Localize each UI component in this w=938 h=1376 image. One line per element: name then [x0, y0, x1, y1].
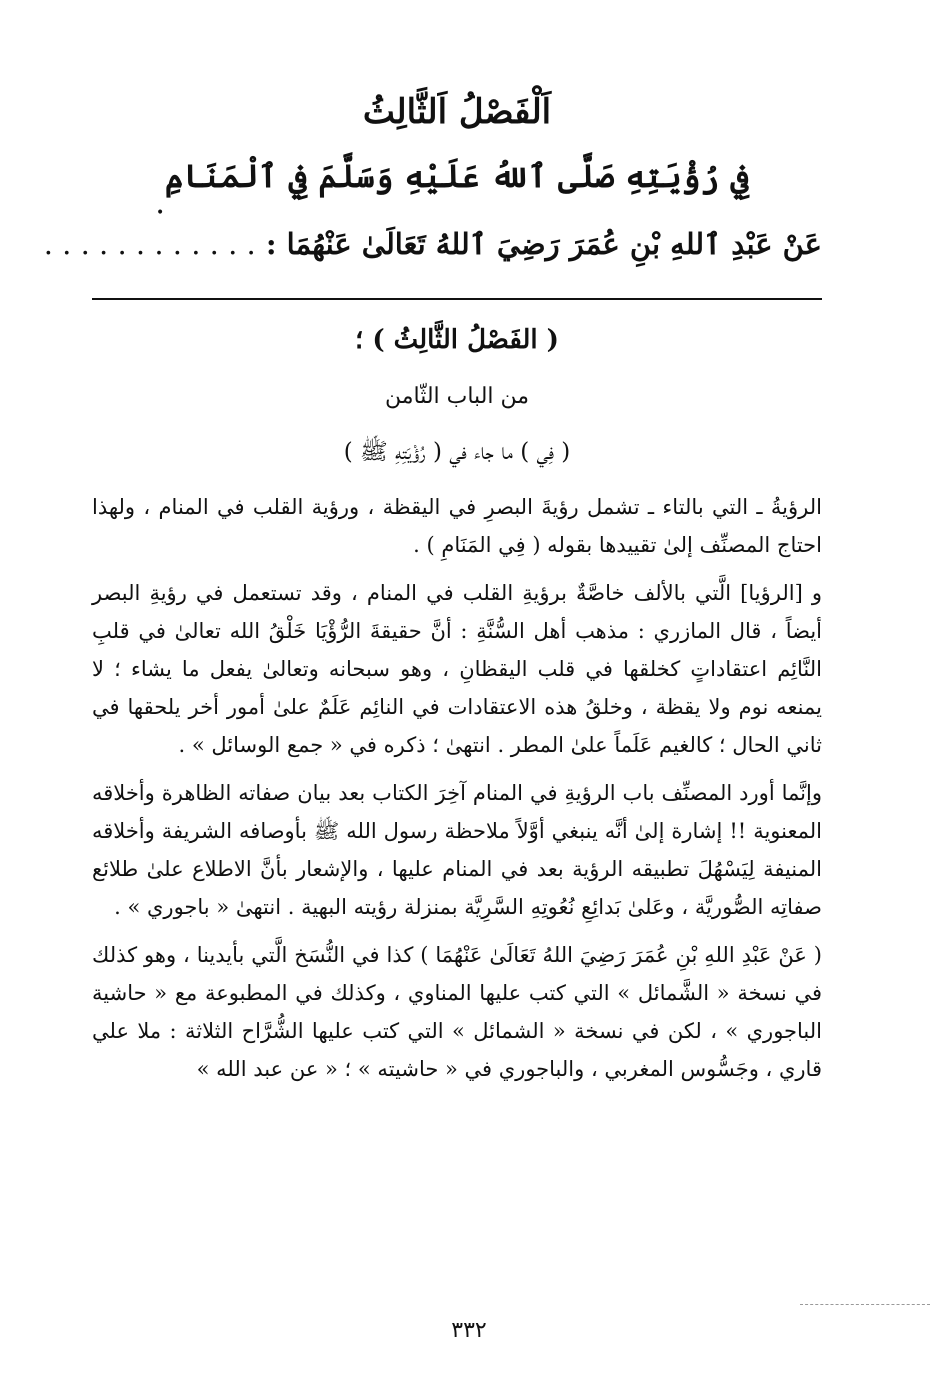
commentary-paragraph-3: وإنَّما أورد المصنِّف باب الرؤيةِ في المنام آخِرَ الكتاب بعد بيان صفاته الظاهرة وأخلاقه المعنوية !! إشارة إلىٰ أنَّه ينبغي أوَّلاً ملاحظة رسول الله ﷺ بأوصافه الشريفة وأخلاقه المنيفة لِيَسْهُلَ تطبيقه الرؤية بعد في المنام عليها ، والإشعار بأنَّ الاطلاع علىٰ طلائع صفاتِه الصُّوريَّة ، وعَلىٰ بَدائِعِ نُعُوتِهِ السَّرِيَّة بمنزلة رؤيته البهية . انتهىٰ « باجوري » .: [92, 781, 822, 919]
page-number: ٣٣٢: [451, 1318, 487, 1343]
hadith-intro: [43, 212, 822, 276]
commentary-subheading: من الباب الثّامن: [384, 384, 530, 409]
hadith-dots: . . . . . . . . . . . .: [43, 227, 256, 261]
page-content: [43, 80, 822, 1098]
commentary-subheading-2: ( فِي ) ما جاء في ( رُؤْيَتِهِ ﷺ ): [343, 439, 571, 465]
commentary-paragraph-2: و [الرؤيا] الَّتي بالألف خاصَّةٌ برؤيةِ القلب في المنام ، وقد تستعمل في رؤيةِ البصر أيضاً ، قال المازري : مذهب أهل السُّنَّةِ : أنَّ حقيقةَ الرُّؤْيَا خَلْقُ الله تعالىٰ في قلبِ النَّائِم اعتقاداتٍ كخلقها في قلب اليقظانِ ، وهو سبحانه وتعالىٰ يفعل ما يشاء ؛ لا يمنعه نوم ولا يقظة ، وخلقُ هذه الاعتقادات في النائِم عَلَمٌ علىٰ أمور أخر يلحقها في ثاني الحال ؛ كالغيم عَلَماً علىٰ المطر . انتهىٰ ؛ ذكره في « جمع الوسائل » .: [92, 581, 822, 757]
commentary-paragraph-4: ( عَنْ عَبْدِ اللهِ بْنِ عُمَرَ رَضِيَ اللهُ تَعَالَىٰ عَنْهُمَا ) كذا في النُّسَخ الَّتي بأيدينا ، وهو كذلك في نسخة « الشَّمائل » التي كتب عليها المناوي ، وكذلك في المطبوعة مع « حاشية الباجوري » ، لكن في نسخة « الشمائل » التي كتب عليها الشُّرَّاح الثلاثة : ملا علي قاري ، وجَسُّوس المغربي ، والباجوري في « حاشيته » ؛ « عن عبد الله »: [92, 943, 822, 1081]
chapter-title: اَلْفَصْلُ اَلثَّالِثُ: [362, 92, 552, 132]
commentary-heading: ( الفَصْلُ الثَّالِثُ ) ؛: [355, 325, 559, 355]
section-divider: [92, 298, 822, 300]
commentary-paragraph-1: الرؤيةُ ـ التي بالتاء ـ تشمل رؤيةَ البصرِ في اليقظة ، ورؤية القلب في المنام ، ولهذا احتاج المصنِّف إلىٰ تقييدها بقوله ( فِي المَنَامِ ) .: [92, 495, 822, 557]
dot-mark: •: [156, 205, 165, 221]
hadith-intro-text: عَنْ عَبْدِ ٱللهِ بْنِ عُمَرَ رَضِيَ ٱللهُ تَعَالَىٰ عَنْهُمَا :: [265, 227, 822, 261]
page-edge-dashes: [800, 1304, 930, 1305]
chapter-subtitle: فِي رُؤْيَتِهِ صَلَّى ٱللهُ عَلَيْهِ وَسَلَّمَ فِي ٱلْمَنَامِ: [164, 157, 750, 195]
